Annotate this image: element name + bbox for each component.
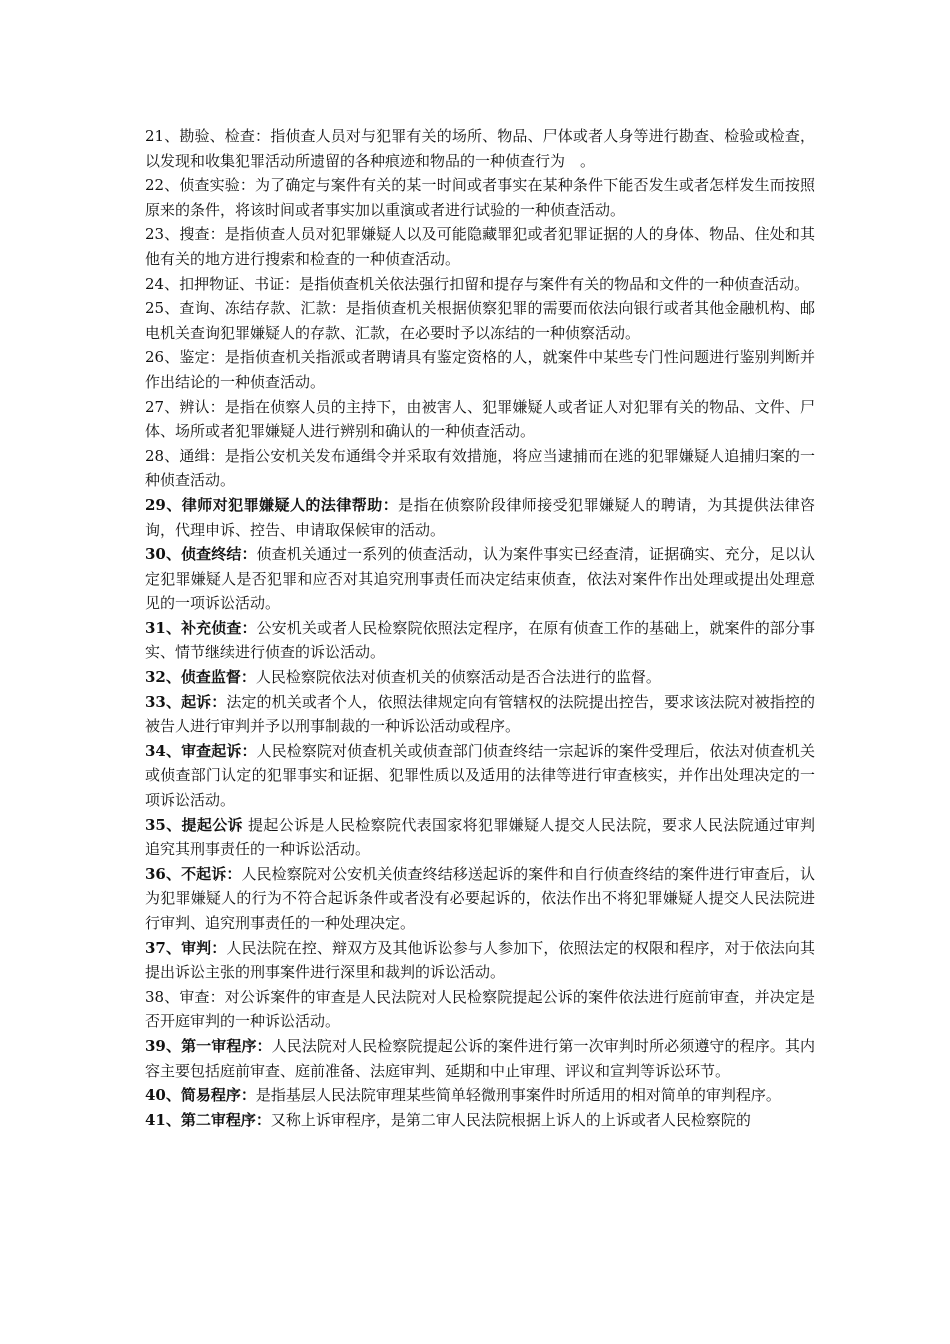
definition-term: 40、简易程序： — [145, 1086, 256, 1105]
definition-entry — [145, 1034, 815, 1083]
definition-text: 是指在侦察阶段律师接受犯罪嫌疑人的聘请，为其提供法律咨询，代理申诉、控告、申请取保候审的活动。 — [145, 495, 815, 539]
definition-entry — [145, 173, 815, 222]
definition-text: 是指在侦察人员的主持下，由被害人、犯罪嫌疑人或者证人对犯罪有关的物品、文件、尸体、场所或者犯罪嫌疑人进行辨别和确认的一种侦查活动。 — [145, 397, 815, 441]
definition-text: 是指公安机关发布通缉令并采取有效措施，将应当逮捕而在逃的犯罪嫌疑人追捕归案的一种侦查活动。 — [145, 446, 815, 490]
definition-entry — [145, 1083, 815, 1108]
definition-term: 28、通缉： — [145, 446, 225, 465]
definition-text: 又称上诉审程序，是第二审人民法院根据上诉人的上诉或者人民检察院的 — [270, 1110, 751, 1129]
definition-entry — [145, 985, 815, 1034]
definition-entry — [145, 124, 815, 173]
definition-term: 36、不起诉： — [145, 864, 242, 883]
definition-text: 为了确定与案件有关的某一时间或者事实在某种条件下能否发生或者怎样发生而按照原来的条件，将该时间或者事实加以重演或者进行试验的一种侦查活动。 — [145, 176, 815, 219]
definition-term: 27、辨认： — [145, 397, 225, 416]
document-body — [145, 124, 815, 1132]
definition-text: 是指侦查机关依法强行扣留和提存与案件有关的物品和文件的一种侦查活动。 — [299, 274, 810, 293]
definition-text: 对公诉案件的审查是人民法院对人民检察院提起公诉的案件依法进行庭前审查，并决定是否开庭审判的一种诉讼活动。 — [145, 987, 815, 1031]
definition-text: 指侦查人员对与犯罪有关的场所、物品、尸体或者人身等进行勘查、检验或检查，以发现和收集犯罪活动所遗留的各种痕迹和物品的一种侦查行为 。 — [145, 127, 815, 170]
definition-entry — [145, 665, 815, 690]
definition-entry — [145, 813, 815, 862]
definition-entry — [145, 616, 815, 665]
definition-term: 29、律师对犯罪嫌疑人的法律帮助： — [145, 495, 399, 514]
definition-term: 30、侦查终结： — [145, 545, 257, 564]
definition-text: 是指侦查机关指派或者聘请具有鉴定资格的人，就案件中某些专门性问题进行鉴别判断并作出结论的一种侦查活动。 — [145, 348, 815, 391]
definition-term: 25、查询、冻结存款、汇款： — [145, 299, 346, 318]
definition-term: 32、侦查监督： — [145, 668, 256, 687]
definition-term: 35、提起公诉 — [145, 815, 243, 834]
definition-term: 34、审查起诉： — [145, 741, 257, 760]
definition-text: 公安机关或者人民检察院依照法定程序，在原有侦查工作的基础上，就案件的部分事实、情节继续进行侦查的诉讼活动。 — [145, 618, 815, 662]
definition-term: 37、审判： — [145, 938, 227, 957]
definition-text: 人民法院在控、辩双方及其他诉讼参与人参加下，依照法定的权限和程序，对于依法向其提出诉讼主张的刑事案件进行深里和裁判的诉讼活动。 — [145, 938, 815, 982]
definition-entry — [145, 444, 815, 493]
definition-text: 是指基层人民法院审理某些简单轻微刑事案件时所适用的相对简单的审判程序。 — [255, 1086, 781, 1105]
definition-entry — [145, 936, 815, 985]
definition-term: 39、第一审程序： — [145, 1036, 272, 1055]
definition-term: 33、起诉： — [145, 692, 227, 711]
definition-text: 人民法院对人民检察院提起公诉的案件进行第一次审判时所必须遵守的程序。其内容主要包括庭前审查、庭前准备、法庭审判、延期和中止审理、评议和宣判等诉讼环节。 — [145, 1036, 815, 1080]
definition-entry — [145, 542, 815, 616]
definition-entry — [145, 222, 815, 271]
definition-term: 38、审查： — [145, 987, 225, 1006]
definition-entry — [145, 395, 815, 444]
definition-term: 31、补充侦查： — [145, 618, 257, 637]
definition-entry — [145, 862, 815, 936]
definition-term: 26、鉴定： — [145, 348, 225, 367]
definition-term: 24、扣押物证、书证： — [145, 274, 300, 293]
definition-entry — [145, 296, 815, 345]
definition-text: 法定的机关或者个人，依照法律规定向有管辖权的法院提出控告，要求该法院对被指控的被告人进行审判并予以刑事制裁的一种诉讼活动或程序。 — [145, 692, 815, 736]
definition-entry — [145, 1108, 815, 1133]
definition-entry — [145, 272, 815, 297]
definition-text: 是指侦查机关根据侦察犯罪的需要而依法向银行或者其他金融机构、邮电机关查询犯罪嫌疑人的存款、汇款，在必要时予以冻结的一种侦察活动。 — [145, 299, 815, 342]
definition-entry — [145, 739, 815, 813]
definition-text: 人民检察院依法对侦查机关的侦察活动是否合法进行的监督。 — [255, 668, 661, 687]
definition-term: 41、第二审程序： — [145, 1110, 271, 1129]
definition-text: 人民检察院对侦查机关或侦查部门侦查终结一宗起诉的案件受理后，依法对侦查机关或侦查部门认定的犯罪事实和证据、犯罪性质以及适用的法律等进行审查核实，并作出处理决定的一项诉讼活动。 — [145, 741, 815, 810]
definition-term: 21、勘验、检查： — [145, 127, 271, 145]
definition-entry — [145, 345, 815, 394]
definition-entry — [145, 493, 815, 542]
definition-text: 侦查机关通过一系列的侦查活动，认为案件事实已经查清，证据确实、充分，足以认定犯罪嫌疑人是否犯罪和应否对其追究刑事责任而决定结束侦查，依法对案件作出处理或提出处理意见的一项诉讼活动。 — [145, 545, 815, 613]
definition-text: 是指侦查人员对犯罪嫌疑人以及可能隐藏罪犯或者犯罪证据的人的身体、物品、住处和其他有关的地方进行搜索和检查的一种侦查活动。 — [145, 225, 815, 268]
definition-term: 23、搜查： — [145, 225, 225, 244]
definition-entry — [145, 690, 815, 739]
definition-text: 人民检察院对公安机关侦查终结移送起诉的案件和自行侦查终结的案件进行审查后，认为犯罪嫌疑人的行为不符合起诉条件或者没有必要起诉的，依法作出不将犯罪嫌疑人提交人民法院进行审判、追究刑事责任的一种处理决定。 — [145, 864, 815, 932]
definition-term: 22、侦查实验： — [145, 176, 256, 195]
definition-text: 提起公诉是人民检察院代表国家将犯罪嫌疑人提交人民法院，要求人民法院通过审判追究其刑事责任的一种诉讼活动。 — [145, 815, 816, 859]
